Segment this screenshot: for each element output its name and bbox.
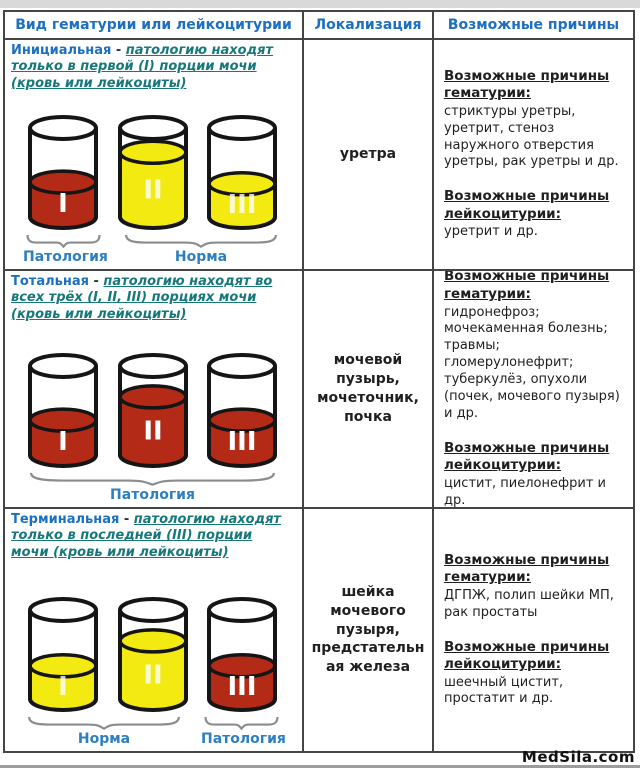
- cause-heading: Возможные причины гематурии:: [444, 271, 610, 302]
- type-separator: -: [88, 274, 104, 289]
- watermark: MedSila.com: [521, 748, 635, 766]
- row-terminal-beaker-area: [11, 597, 294, 747]
- row-initial-beaker-area: [11, 115, 294, 265]
- page-top-margin: [0, 0, 640, 8]
- hematuria-causes-section: [444, 271, 623, 423]
- beaker-caption-label: Норма: [77, 731, 131, 747]
- liquid-surface: [120, 141, 186, 163]
- type-definition: патологию находят только в последней (III) порции мочи (кровь или лейкоциты): [11, 512, 281, 560]
- beaker-illustration: [11, 353, 294, 469]
- urine-beaker-I: [23, 115, 103, 231]
- beaker-caption-group: [15, 233, 112, 265]
- hematuria-causes-section: [444, 552, 623, 622]
- row-terminal-type-cell: [5, 509, 302, 751]
- row-initial-description: [11, 43, 294, 92]
- type-definition: патологию находят во всех трёх (I, II, III) порциях мочи (кровь или лейкоциты): [11, 274, 273, 322]
- portion-numeral: I: [57, 189, 68, 219]
- header-causes-column: Возможные причины: [434, 12, 633, 38]
- type-separator: -: [111, 43, 126, 58]
- row-terminal-localization: шейка мочевого пузыря, предстательная железа: [304, 509, 432, 751]
- type-name: Тотальная: [11, 274, 89, 289]
- urine-beaker-II: [113, 115, 193, 231]
- beaker-caption-label: Патология: [110, 487, 195, 503]
- header-localization-column: Локализация: [304, 12, 432, 38]
- beaker-caption-group: [193, 715, 290, 747]
- cause-text: гидронефроз; мочекаменная болезнь; травмы; гломерулонефрит; туберкулёз, опухоли (почек, мочевого пузыря) и др.: [444, 304, 620, 421]
- beaker-caption-label: Патология: [201, 731, 286, 747]
- beaker-caption-group: [15, 471, 290, 503]
- portion-numeral: II: [142, 175, 163, 206]
- beaker-illustration: [11, 115, 294, 231]
- brace-icon: [26, 715, 182, 730]
- liquid-surface: [120, 386, 186, 408]
- row-total-localization: мочевой пузырь, мочеточник, почка: [304, 271, 432, 507]
- beaker-caption-group: [15, 715, 193, 747]
- portion-numeral: III: [227, 671, 257, 702]
- hematuria-causes-section: [444, 68, 623, 172]
- row-total-beaker-area: [11, 353, 294, 503]
- row-total-type-cell: [5, 271, 302, 507]
- beaker-caption-group: [112, 233, 290, 265]
- beaker-captions: [11, 233, 294, 265]
- cause-heading: Возможные причины лейкоцитурии:: [444, 188, 610, 222]
- glass-rim: [30, 599, 96, 621]
- cause-text: шеечный цистит, простатит и др.: [444, 674, 564, 707]
- glass-rim: [120, 355, 186, 377]
- type-name: Терминальная: [11, 512, 120, 527]
- urine-beaker-I: [23, 353, 103, 469]
- glass-rim: [209, 117, 275, 139]
- cause-heading: Возможные причины гематурии:: [444, 551, 610, 586]
- row-terminal-causes: [434, 509, 633, 751]
- urine-beaker-II: [113, 597, 193, 713]
- glass-rim: [30, 117, 96, 139]
- cause-text: стриктуры уретры, уретрит, стеноз наружного отверстия уретры, рак уретры и др.: [444, 103, 619, 170]
- portion-numeral: III: [227, 189, 257, 220]
- portion-numeral: II: [142, 416, 163, 447]
- brace-icon: [26, 471, 279, 486]
- row-total-description: [11, 274, 294, 323]
- type-separator: -: [119, 512, 134, 527]
- urine-beaker-III: [202, 115, 282, 231]
- brace-icon: [204, 715, 279, 730]
- row-initial-causes: [434, 40, 633, 269]
- beaker-captions: [11, 715, 294, 747]
- urine-beaker-III: [202, 597, 282, 713]
- beaker-illustration: [11, 597, 294, 713]
- cause-heading: Возможные причины лейкоцитурии:: [444, 638, 610, 673]
- glass-rim: [30, 355, 96, 377]
- beaker-caption-label: Патология: [23, 249, 108, 265]
- cause-heading: Возможные причины гематурии:: [444, 67, 610, 102]
- brace-icon: [123, 233, 279, 248]
- glass-rim: [209, 599, 275, 621]
- cause-text: уретрит и др.: [444, 224, 538, 240]
- hematuria-types-table: [3, 10, 635, 753]
- row-terminal-description: [11, 512, 294, 561]
- portion-numeral: I: [57, 671, 68, 702]
- glass-rim: [120, 117, 186, 139]
- leukocyturia-causes-section: [444, 440, 623, 507]
- portion-numeral: I: [57, 427, 68, 457]
- row-initial-localization: уретра: [304, 40, 432, 269]
- cause-text: цистит, пиелонефрит и др.: [444, 475, 606, 507]
- cause-heading: Возможные причины лейкоцитурии:: [444, 439, 610, 474]
- brace-icon: [26, 233, 101, 248]
- beaker-captions: [11, 471, 294, 503]
- liquid-surface: [120, 630, 186, 652]
- leukocyturia-causes-section: [444, 188, 623, 241]
- header-type-column: Вид гематурии или лейкоцитурии: [5, 12, 302, 38]
- urine-beaker-II: [113, 353, 193, 469]
- glass-rim: [120, 599, 186, 621]
- beaker-caption-label: Норма: [174, 249, 228, 265]
- portion-numeral: III: [227, 427, 257, 457]
- urine-beaker-I: [23, 597, 103, 713]
- glass-rim: [209, 355, 275, 377]
- cause-text: ДГПЖ, полип шейки МП, рак простаты: [444, 587, 614, 620]
- footer: [0, 748, 640, 769]
- type-name: Инициальная: [11, 43, 112, 58]
- leukocyturia-causes-section: [444, 639, 623, 709]
- portion-numeral: II: [142, 660, 163, 691]
- urine-beaker-III: [202, 353, 282, 469]
- row-total-causes: [434, 271, 633, 507]
- type-definition: патологию находят только в первой (I) порции мочи (кровь или лейкоциты): [11, 43, 273, 91]
- row-initial-type-cell: [5, 40, 302, 269]
